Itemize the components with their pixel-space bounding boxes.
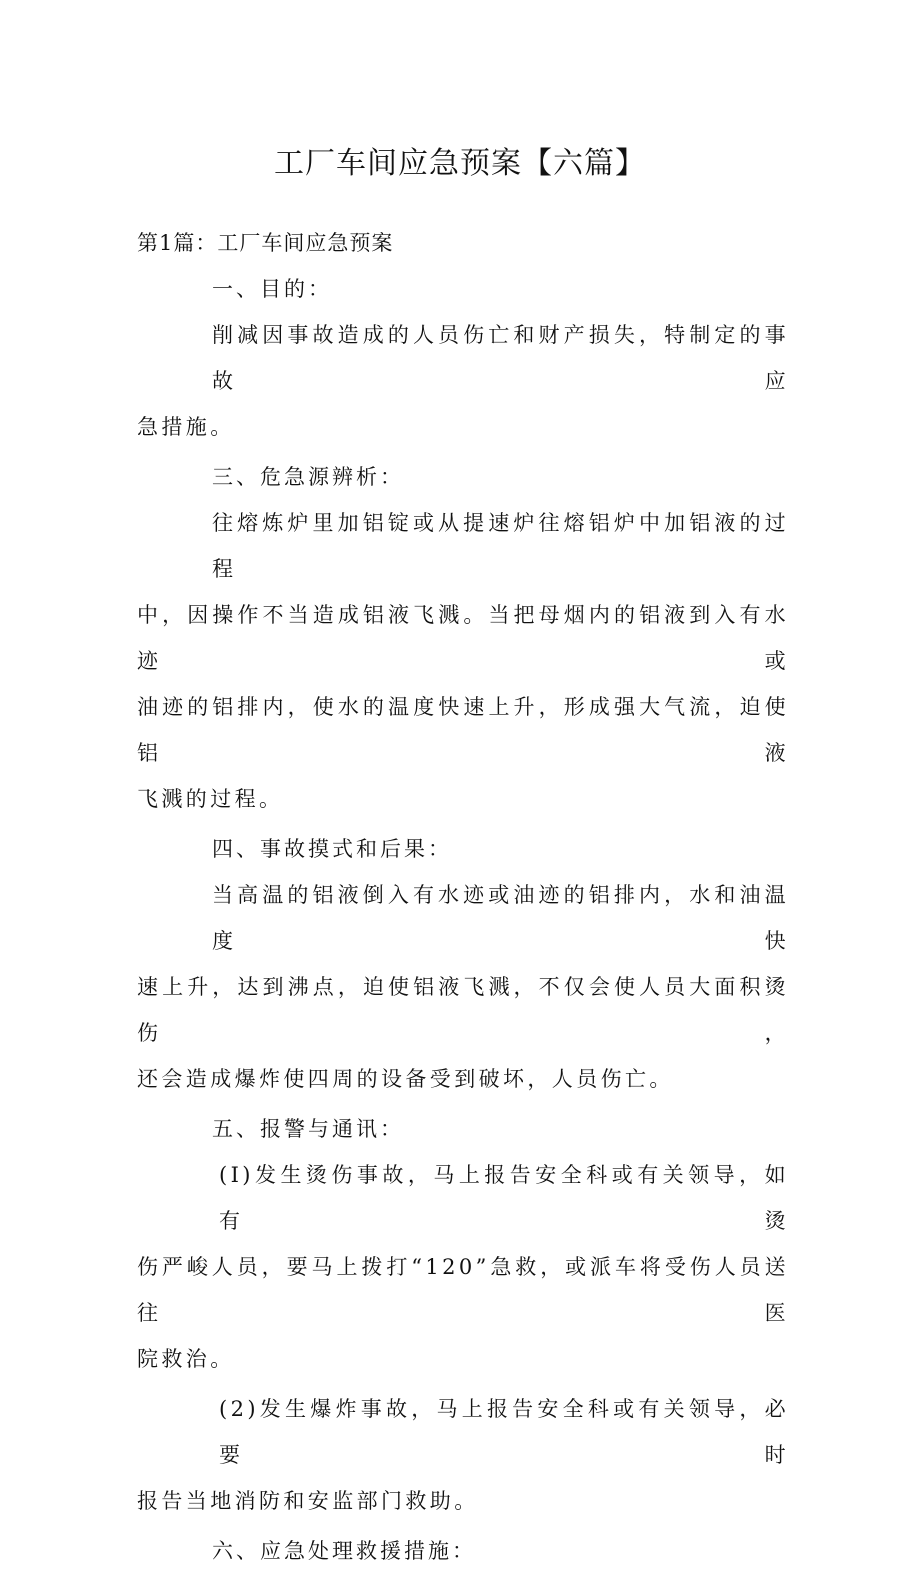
section-heading-hazard: 三、危急源辨析：	[212, 465, 404, 489]
paragraph-line: (2)发生爆炸事故，马上报告安全科或有关领导，必要时	[219, 1397, 789, 1467]
paragraph-line: 中，因操作不当造成铝液飞溅。当把母烟内的铝液到入有水迹或	[137, 603, 789, 673]
paragraph-line: 削减因事故造成的人员伤亡和财产损失，特制定的事故应	[212, 323, 789, 393]
paragraph-line: 急措施。	[137, 415, 235, 439]
paragraph-alarm-item-2	[137, 1386, 789, 1524]
paragraph-line: (I)发生烫伤事故，马上报告安全科或有关领导，如有烫	[219, 1163, 789, 1233]
paragraph-line: 院救治。	[137, 1347, 235, 1371]
paragraph-line: 伤严峻人员，要马上拨打“120”急救，或派车将受伤人员送往医	[137, 1255, 789, 1325]
paragraph-accident-mode	[137, 872, 789, 1102]
paragraph-line: 当高温的铝液倒入有水迹或油迹的铝排内，水和油温度快	[212, 883, 789, 953]
paragraph-line: 飞溅的过程。	[137, 787, 284, 811]
document-title: 工厂车间应急预案【六篇】	[274, 146, 646, 181]
paragraph-line: 报告当地消防和安监部门救助。	[137, 1489, 479, 1513]
paragraph-line: 油迹的铝排内，使水的温度快速上升，形成强大气流，迫使铝液	[137, 695, 789, 765]
section-heading-purpose: 一、目的：	[212, 277, 332, 301]
paragraph-line: 往熔炼炉里加铝锭或从提速炉往熔铝炉中加铝液的过程	[212, 511, 789, 581]
section-heading-alarm: 五、报警与通讯：	[212, 1117, 404, 1141]
paragraph-hazard	[137, 500, 789, 822]
section-heading-accident-mode: 四、事故摸式和后果：	[212, 837, 452, 861]
section-heading-emergency-response: 六、应急处理救援措施：	[212, 1539, 476, 1563]
paragraph-line: 速上升，达到沸点，迫使铝液飞溅，不仅会使人员大面积烫伤，	[137, 975, 789, 1045]
paragraph-alarm-item-1	[137, 1152, 789, 1382]
paragraph-line: 还会造成爆炸使四周的设备受到破坏，人员伤亡。	[137, 1067, 674, 1091]
chapter-heading: 第1篇：工厂车间应急预案	[137, 231, 394, 255]
document-body	[137, 220, 789, 1574]
paragraph-purpose	[137, 312, 789, 450]
